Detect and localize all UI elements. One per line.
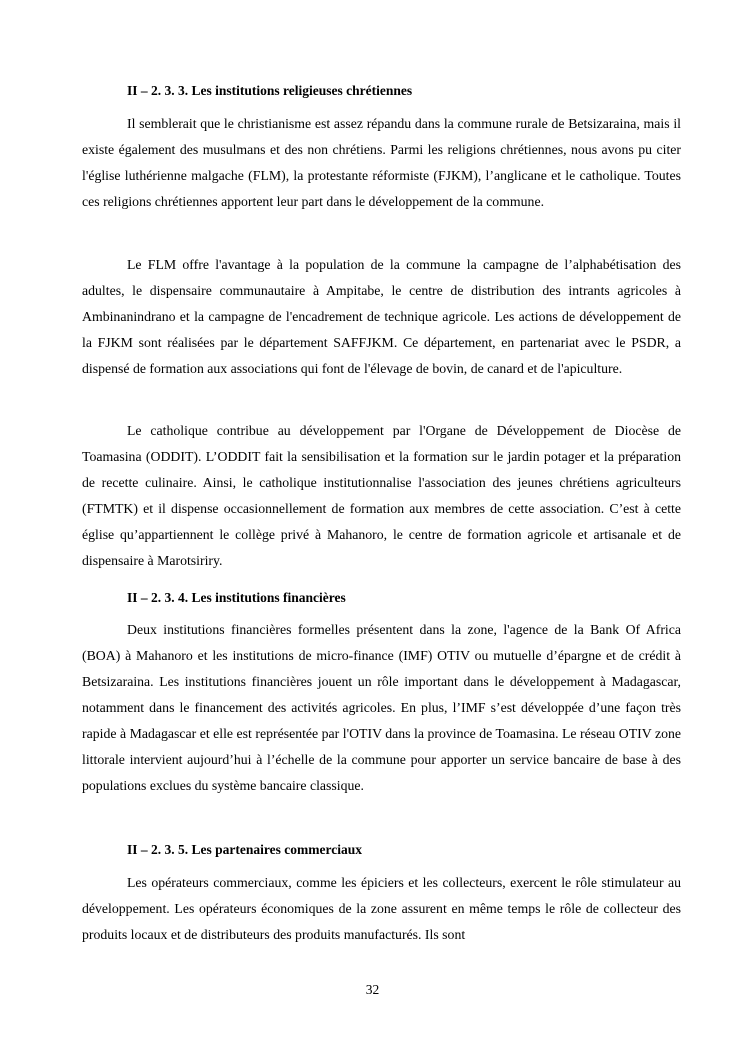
paragraph-commercial-operators: Les opérateurs commerciaux, comme les épiciers et les collecteurs, exercent le rôle stimulateur au développement. Les opérateurs économiques de la zone assurent en même temps le rôle de collecteur des produits locaux et de distributeurs des produits manufacturés. Ils sont xyxy=(82,875,681,942)
paragraph-christianity-overview: Il semblerait que le christianisme est assez répandu dans la commune rurale de Betsizaraina, mais il existe également des musulmans et des non chrétiens. Parmi les religions chrétiennes, nous avons pu citer l'église luthérienne malgache (FLM), la protestante réformiste (FJKM), l’anglicane et le catholique. Toutes ces religions chrétiennes apportent leur part dans le développement de la commune. xyxy=(82,116,681,209)
section-heading-commercial-partners: II – 2. 3. 5. Les partenaires commerciaux xyxy=(127,842,362,857)
section-heading-financial-institutions: II – 2. 3. 4. Les institutions financières xyxy=(127,590,346,605)
section-heading-religious-institutions: II – 2. 3. 3. Les institutions religieuses chrétiennes xyxy=(127,83,413,98)
paragraph-flm-fjkm: Le FLM offre l'avantage à la population de la commune la campagne de l’alphabétisation des adultes, le dispensaire communautaire à Ampitabe, le centre de distribution des intrants agricoles à Ambinanindrano et la campagne de l'encadrement de technique agricole. Les actions de développement de la FJKM sont réalisées par le département SAFFJKM. Ce département, en partenariat avec le PSDR, a dispensé de formation aux associations qui font de l'élevage de bovin, de canard et de l'apiculture. xyxy=(82,257,681,376)
paragraph-catholic: Le catholique contribue au développement par l'Organe de Développement de Diocèse de Toamasina (ODDIT). L’ODDIT fait la sensibilisation et la formation sur le jardin potager et la préparation de recette culinaire. Ainsi, le catholique institutionnalise l'association des jeunes chrétiens agriculteurs (FTMTK) et il dispense occasionnellement de formation aux membres de cette association. C’est à cette église qu’appartiennent le collège privé à Mahanoro, le centre de formation agricole et artisanale et de dispensaire à Marotsiriry. xyxy=(82,423,681,568)
paragraph-financial-institutions: Deux institutions financières formelles présentent dans la zone, l'agence de la Bank Of Africa (BOA) à Mahanoro et les institutions de micro-finance (IMF) OTIV ou mutuelle d’épargne et de crédit à Betsizaraina. Les institutions financières jouent un rôle important dans le développement à Madagascar, notamment dans le financement des activités agricoles. En plus, l’IMF s’est développée d’une façon très rapide à Madagascar et elle est représentée par l'OTIV dans la province de Toamasina. Le réseau OTIV zone littorale intervient aujourd’hui à l’échelle de la commune pour apporter un service bancaire de base à des populations exclues du système bancaire classique. xyxy=(82,622,681,793)
page-number: 32 xyxy=(365,982,380,997)
